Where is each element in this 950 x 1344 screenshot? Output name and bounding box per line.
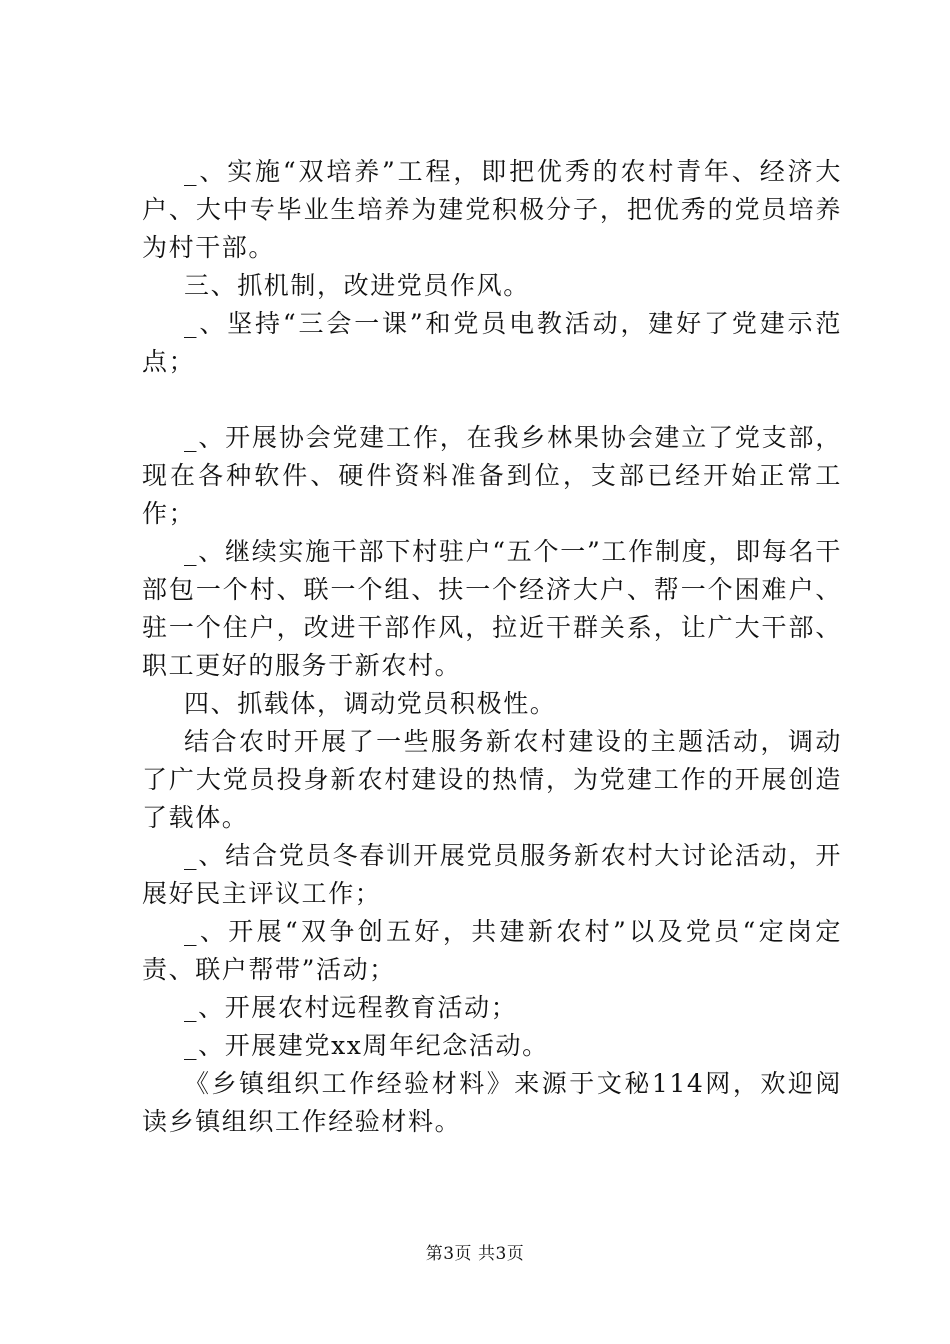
paragraph-three-meetings: _、坚持“三会一课”和党员电教活动，建好了党建示范点； bbox=[142, 309, 842, 376]
blank-line bbox=[142, 381, 842, 419]
paragraph-anniversary: _、开展建党xx周年纪念活动。 bbox=[184, 1031, 549, 1060]
paragraph-double-training: _、实施“双培养”工程，即把优秀的农村青年、经济大户、大中专毕业生培养为建党积极分子，把优秀的党员培养为村干部。 bbox=[142, 157, 842, 262]
heading-mechanism: 三、抓机制，改进党员作风。 bbox=[184, 271, 530, 300]
paragraph-double-compete: _、开展“双争创五好，共建新农村”以及党员“定岗定责、联户帮带”活动； bbox=[142, 917, 842, 984]
page-footer: 第3页 共3页 bbox=[425, 1244, 525, 1264]
document-body bbox=[142, 153, 842, 1141]
paragraph-source-note: 《乡镇组织工作经验材料》来源于文秘114网，欢迎阅读乡镇组织工作经验材料。 bbox=[142, 1069, 842, 1136]
paragraph-five-ones: _、继续实施干部下村驻户“五个一”工作制度，即每名干部包一个村、联一个组、扶一个经济大户、帮一个困难户、驻一个住户，改进干部作风，拉近干群关系，让广大干部、职工更好的服务于新农村。 bbox=[142, 537, 842, 680]
paragraph-remote-education: _、开展农村远程教育活动； bbox=[184, 993, 518, 1022]
heading-carrier: 四、抓载体，调动党员积极性。 bbox=[184, 689, 557, 718]
paragraph-association-party: _、开展协会党建工作，在我乡林果协会建立了党支部，现在各种软件、硬件资料准备到位，支部已经开始正常工作； bbox=[142, 423, 842, 528]
paragraph-theme-activities: 结合农时开展了一些服务新农村建设的主题活动，调动了广大党员投身新农村建设的热情，为党建工作的开展创造了载体。 bbox=[142, 727, 842, 832]
paragraph-winter-training: _、结合党员冬春训开展党员服务新农村大讨论活动，开展好民主评议工作； bbox=[142, 841, 842, 908]
